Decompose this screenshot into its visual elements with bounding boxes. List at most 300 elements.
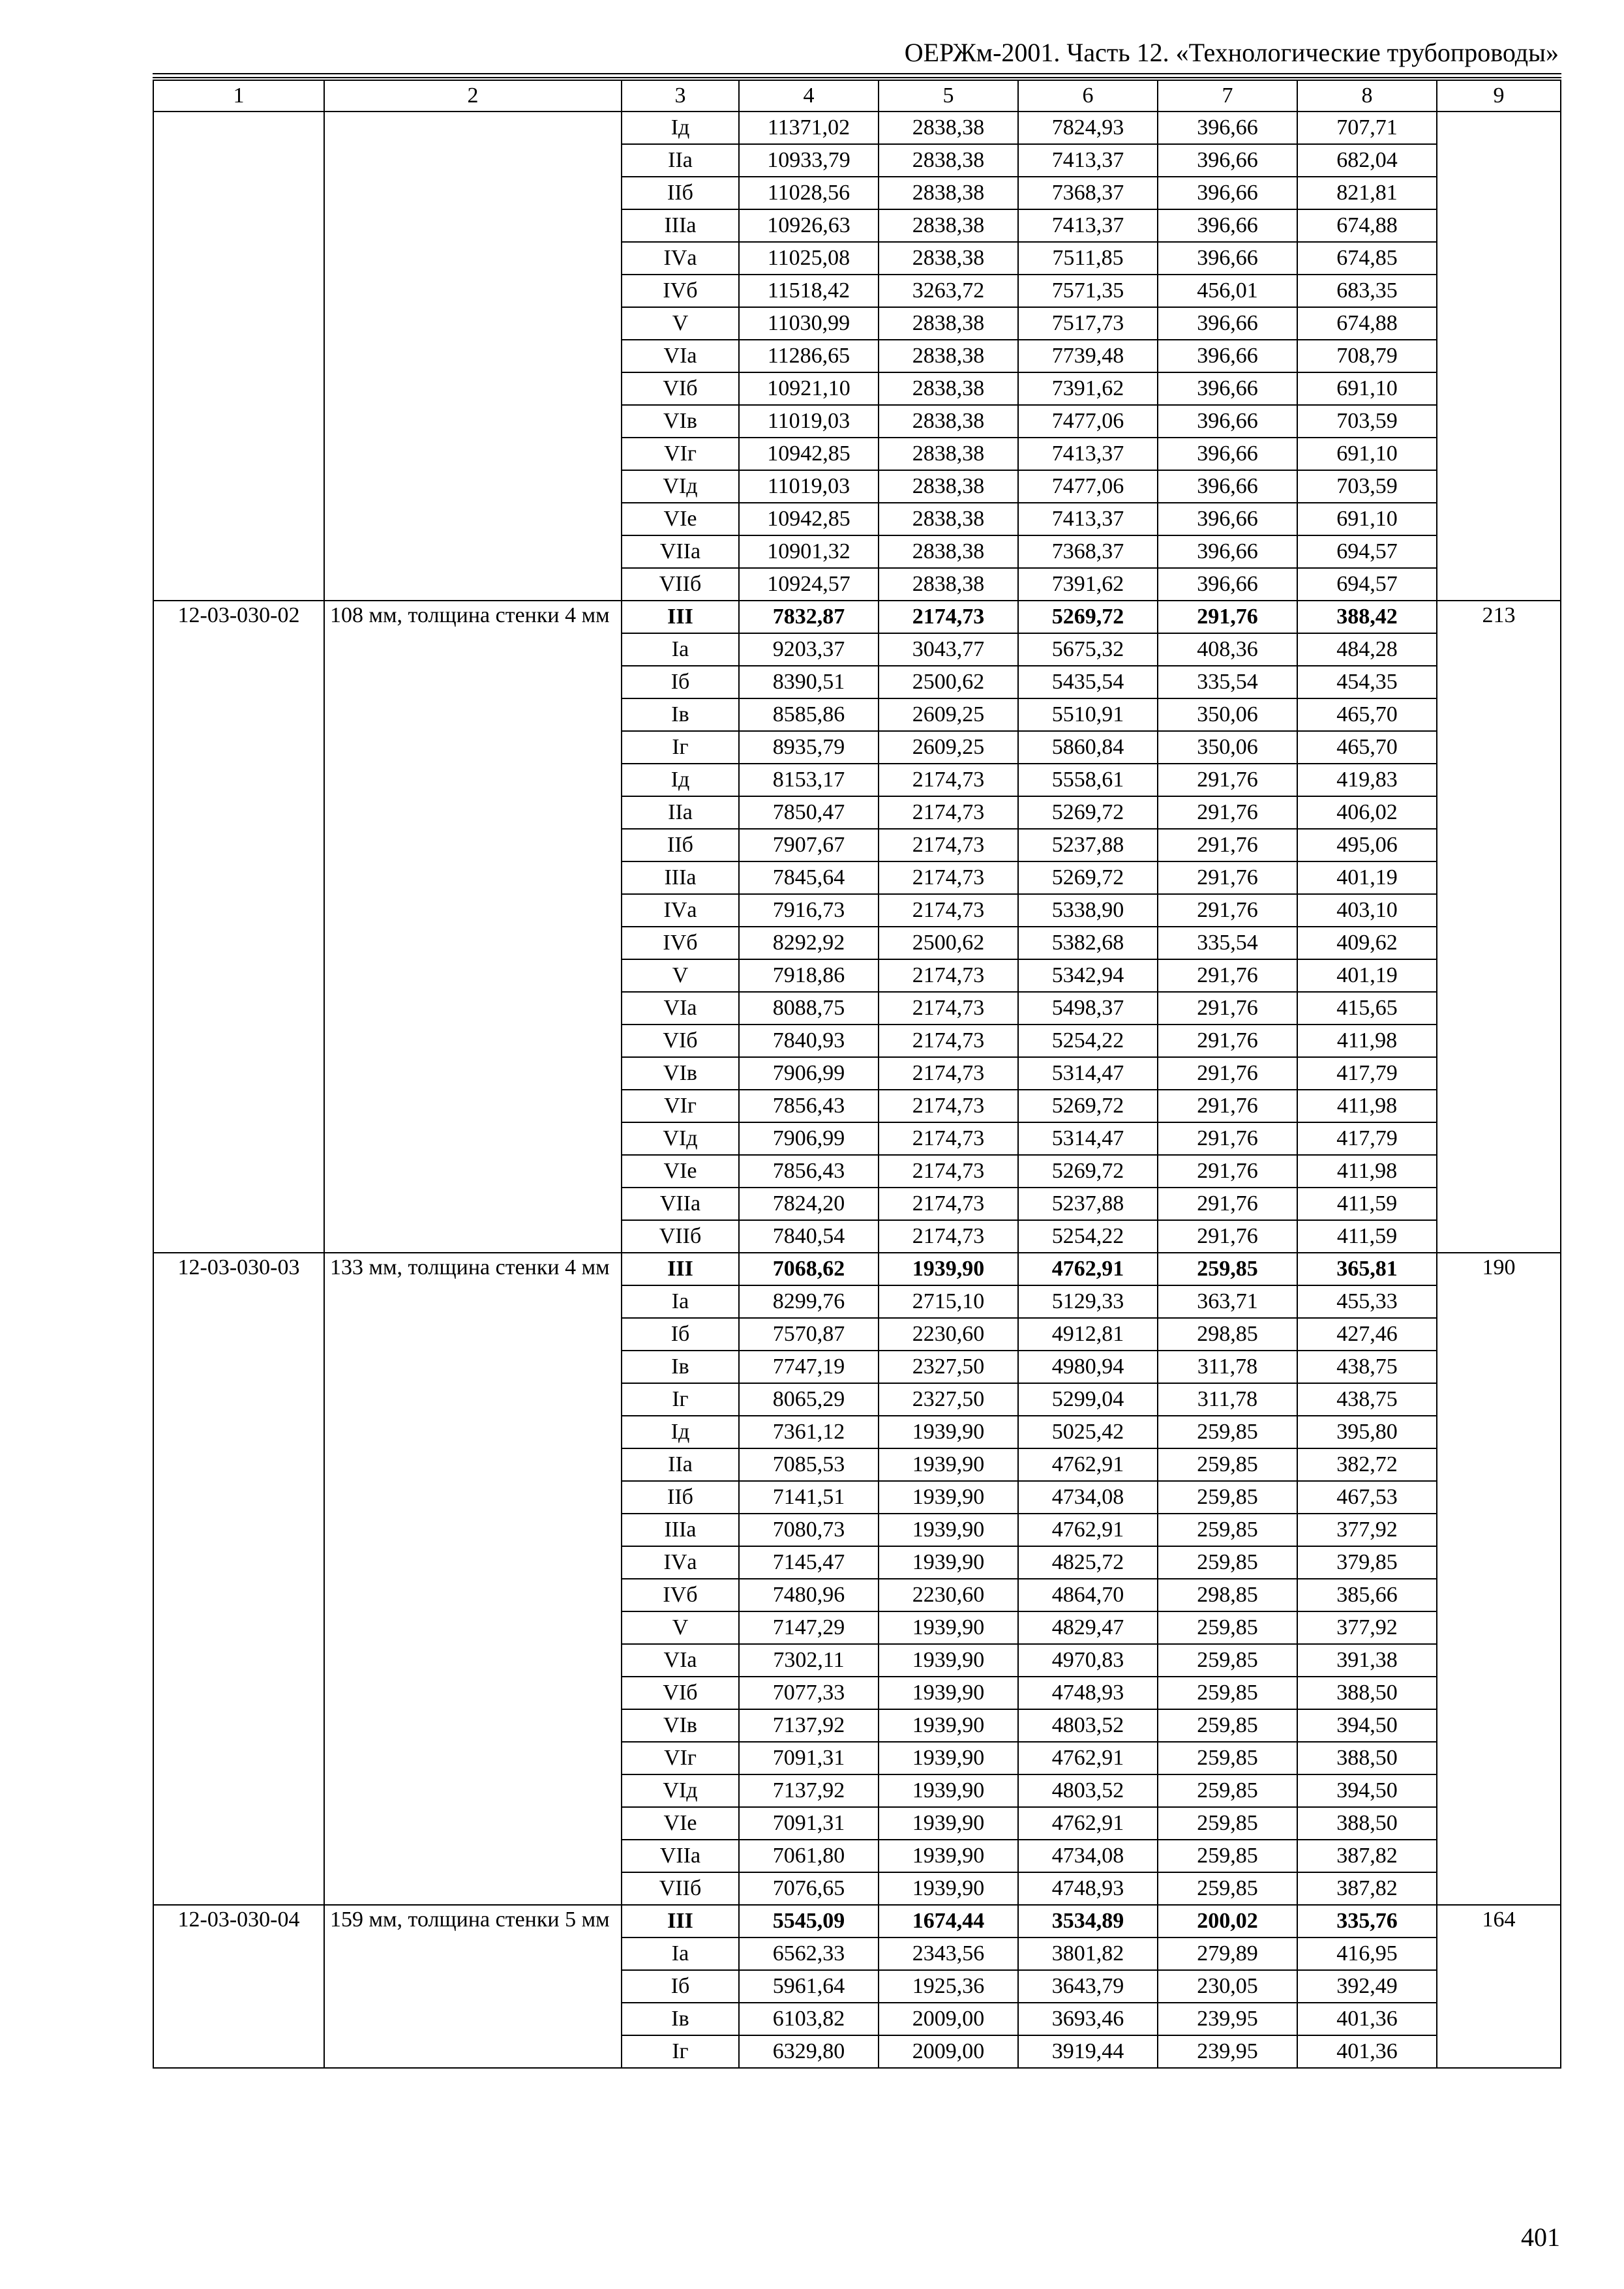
value-cell: 11019,03 [739, 405, 879, 438]
value-cell: 8935,79 [739, 731, 879, 764]
value-cell: 11028,56 [739, 177, 879, 209]
value-cell: 1939,90 [879, 1677, 1018, 1709]
value-cell: 7477,06 [1018, 470, 1158, 503]
value-cell: 2715,10 [879, 1285, 1018, 1318]
value-cell: 465,70 [1297, 731, 1437, 764]
value-cell: 683,35 [1297, 275, 1437, 307]
value-cell: 7413,37 [1018, 438, 1158, 470]
value-cell: 388,50 [1297, 1742, 1437, 1774]
value-cell: 5961,64 [739, 1970, 879, 2003]
value-cell: 11025,08 [739, 242, 879, 275]
value-cell: 385,66 [1297, 1579, 1437, 1611]
value-cell: 396,66 [1158, 340, 1297, 372]
value-cell: 7091,31 [739, 1742, 879, 1774]
value-cell: 406,02 [1297, 796, 1437, 829]
value-cell: 7570,87 [739, 1318, 879, 1351]
value-cell: 438,75 [1297, 1351, 1437, 1383]
value-cell: 3643,79 [1018, 1970, 1158, 2003]
zone-category-cell: IVб [622, 275, 739, 307]
value-cell: 8390,51 [739, 666, 879, 698]
value-cell: 10901,32 [739, 535, 879, 568]
value-cell: 7085,53 [739, 1448, 879, 1481]
column9-cell: 213 [1437, 601, 1561, 1253]
value-cell: 291,76 [1158, 1122, 1297, 1155]
value-cell: 7840,93 [739, 1025, 879, 1057]
value-cell: 401,36 [1297, 2003, 1437, 2035]
value-cell: 259,85 [1158, 1840, 1297, 1872]
rates-table [153, 80, 1561, 2069]
value-cell: 674,88 [1297, 209, 1437, 242]
value-cell: 395,80 [1297, 1416, 1437, 1448]
value-cell: 6103,82 [739, 2003, 879, 2035]
value-cell: 291,76 [1158, 1220, 1297, 1253]
value-cell: 4912,81 [1018, 1318, 1158, 1351]
zone-category-cell: VIд [622, 1774, 739, 1807]
value-cell: 703,59 [1297, 470, 1437, 503]
value-cell: 7840,54 [739, 1220, 879, 1253]
value-cell: 2838,38 [879, 112, 1018, 144]
zone-category-cell: Iд [622, 1416, 739, 1448]
value-cell: 291,76 [1158, 959, 1297, 992]
value-cell: 691,10 [1297, 372, 1437, 405]
value-cell: 396,66 [1158, 438, 1297, 470]
zone-category-cell: VIд [622, 1122, 739, 1155]
value-cell: 3534,89 [1018, 1905, 1158, 1937]
value-cell: 403,10 [1297, 894, 1437, 927]
zone-category-cell: Iв [622, 1351, 739, 1383]
value-cell: 2838,38 [879, 177, 1018, 209]
value-cell: 11019,03 [739, 470, 879, 503]
zone-category-cell: VIа [622, 340, 739, 372]
zone-category-cell: V [622, 307, 739, 340]
value-cell: 417,79 [1297, 1057, 1437, 1090]
value-cell: 7061,80 [739, 1840, 879, 1872]
value-cell: 7141,51 [739, 1481, 879, 1514]
value-cell: 388,42 [1297, 601, 1437, 633]
value-cell: 259,85 [1158, 1807, 1297, 1840]
value-cell: 1939,90 [879, 1546, 1018, 1579]
value-cell: 2230,60 [879, 1579, 1018, 1611]
value-cell: 388,50 [1297, 1677, 1437, 1709]
value-cell: 259,85 [1158, 1253, 1297, 1285]
value-cell: 5237,88 [1018, 1188, 1158, 1220]
value-cell: 6329,80 [739, 2035, 879, 2068]
value-cell: 5025,42 [1018, 1416, 1158, 1448]
value-cell: 5338,90 [1018, 894, 1158, 927]
value-cell: 456,01 [1158, 275, 1297, 307]
value-cell: 382,72 [1297, 1448, 1437, 1481]
value-cell: 4762,91 [1018, 1514, 1158, 1546]
value-cell: 454,35 [1297, 666, 1437, 698]
value-cell: 2009,00 [879, 2035, 1018, 2068]
value-cell: 391,38 [1297, 1644, 1437, 1677]
value-cell: 259,85 [1158, 1416, 1297, 1448]
value-cell: 5269,72 [1018, 1155, 1158, 1188]
value-cell: 4734,08 [1018, 1481, 1158, 1514]
value-cell: 5254,22 [1018, 1220, 1158, 1253]
value-cell: 396,66 [1158, 405, 1297, 438]
value-cell: 7302,11 [739, 1644, 879, 1677]
value-cell: 2838,38 [879, 372, 1018, 405]
value-cell: 377,92 [1297, 1514, 1437, 1546]
page-number: 401 [1521, 2222, 1560, 2252]
value-cell: 7571,35 [1018, 275, 1158, 307]
value-cell: 2174,73 [879, 829, 1018, 861]
value-cell: 2838,38 [879, 470, 1018, 503]
value-cell: 2838,38 [879, 405, 1018, 438]
value-cell: 2838,38 [879, 503, 1018, 535]
value-cell: 7137,92 [739, 1709, 879, 1742]
zone-category-cell: VIб [622, 1025, 739, 1057]
zone-category-cell: IIб [622, 177, 739, 209]
value-cell: 7511,85 [1018, 242, 1158, 275]
zone-category-cell: Iа [622, 1285, 739, 1318]
zone-category-cell: VIв [622, 1709, 739, 1742]
value-cell: 7907,67 [739, 829, 879, 861]
value-cell: 335,76 [1297, 1905, 1437, 1937]
value-cell: 3801,82 [1018, 1937, 1158, 1970]
value-cell: 5675,32 [1018, 633, 1158, 666]
value-cell: 2838,38 [879, 209, 1018, 242]
zone-category-cell: IIб [622, 829, 739, 861]
value-cell: 394,50 [1297, 1709, 1437, 1742]
value-cell: 291,76 [1158, 894, 1297, 927]
zone-category-cell: Iв [622, 698, 739, 731]
value-cell: 4762,91 [1018, 1807, 1158, 1840]
zone-category-cell: Iб [622, 1318, 739, 1351]
value-cell: 1939,90 [879, 1611, 1018, 1644]
value-cell: 674,85 [1297, 242, 1437, 275]
value-cell: 5269,72 [1018, 601, 1158, 633]
value-cell: 2838,38 [879, 438, 1018, 470]
column-number: 2 [324, 80, 622, 112]
value-cell: 4762,91 [1018, 1448, 1158, 1481]
value-cell: 465,70 [1297, 698, 1437, 731]
value-cell: 259,85 [1158, 1872, 1297, 1905]
value-cell: 682,04 [1297, 144, 1437, 177]
value-cell: 291,76 [1158, 1090, 1297, 1122]
zone-category-cell: IIа [622, 1448, 739, 1481]
value-cell: 396,66 [1158, 503, 1297, 535]
value-cell: 7368,37 [1018, 177, 1158, 209]
value-cell: 291,76 [1158, 1025, 1297, 1057]
value-cell: 7147,29 [739, 1611, 879, 1644]
value-cell: 259,85 [1158, 1774, 1297, 1807]
column-number: 7 [1158, 80, 1297, 112]
zone-category-cell: VIб [622, 372, 739, 405]
value-cell: 259,85 [1158, 1481, 1297, 1514]
column-number: 8 [1297, 80, 1437, 112]
column-number: 9 [1437, 80, 1561, 112]
value-cell: 311,78 [1158, 1383, 1297, 1416]
value-cell: 5314,47 [1018, 1057, 1158, 1090]
zone-category-cell: IIIа [622, 1514, 739, 1546]
zone-category-cell: IIIа [622, 861, 739, 894]
zone-category-cell: Iб [622, 1970, 739, 2003]
value-cell: 411,98 [1297, 1090, 1437, 1122]
value-cell: 5254,22 [1018, 1025, 1158, 1057]
value-cell: 394,50 [1297, 1774, 1437, 1807]
value-cell: 7856,43 [739, 1090, 879, 1122]
value-cell: 8153,17 [739, 764, 879, 796]
value-cell: 2174,73 [879, 1188, 1018, 1220]
value-cell: 7391,62 [1018, 568, 1158, 601]
value-cell: 291,76 [1158, 764, 1297, 796]
zone-category-cell: IVа [622, 242, 739, 275]
value-cell: 7368,37 [1018, 535, 1158, 568]
rate-code-cell: 12-03-030-02 [153, 601, 324, 1253]
value-cell: 408,36 [1158, 633, 1297, 666]
value-cell: 1939,90 [879, 1872, 1018, 1905]
zone-category-cell: Iг [622, 2035, 739, 2068]
zone-category-cell: VIг [622, 438, 739, 470]
value-cell: 2174,73 [879, 1090, 1018, 1122]
zone-category-cell: VIIа [622, 1840, 739, 1872]
value-cell: 7906,99 [739, 1122, 879, 1155]
value-cell: 2174,73 [879, 959, 1018, 992]
value-cell: 291,76 [1158, 601, 1297, 633]
zone-category-cell: IIа [622, 144, 739, 177]
value-cell: 2838,38 [879, 568, 1018, 601]
value-cell: 674,88 [1297, 307, 1437, 340]
value-cell: 401,19 [1297, 959, 1437, 992]
value-cell: 259,85 [1158, 1448, 1297, 1481]
value-cell: 2174,73 [879, 1155, 1018, 1188]
value-cell: 7480,96 [739, 1579, 879, 1611]
value-cell: 259,85 [1158, 1611, 1297, 1644]
value-cell: 401,19 [1297, 861, 1437, 894]
value-cell: 5382,68 [1018, 927, 1158, 959]
value-cell: 8292,92 [739, 927, 879, 959]
value-cell: 10921,10 [739, 372, 879, 405]
value-cell: 1939,90 [879, 1644, 1018, 1677]
zone-category-cell: III [622, 601, 739, 633]
zone-category-cell: Iг [622, 1383, 739, 1416]
value-cell: 379,85 [1297, 1546, 1437, 1579]
zone-category-cell: VIIб [622, 1872, 739, 1905]
value-cell: 5237,88 [1018, 829, 1158, 861]
value-cell: 5314,47 [1018, 1122, 1158, 1155]
zone-category-cell: VIIб [622, 1220, 739, 1253]
value-cell: 1939,90 [879, 1840, 1018, 1872]
value-cell: 2174,73 [879, 796, 1018, 829]
value-cell: 259,85 [1158, 1677, 1297, 1709]
value-cell: 388,50 [1297, 1807, 1437, 1840]
value-cell: 1939,90 [879, 1514, 1018, 1546]
value-cell: 7137,92 [739, 1774, 879, 1807]
value-cell: 5435,54 [1018, 666, 1158, 698]
value-cell: 3263,72 [879, 275, 1018, 307]
value-cell: 5545,09 [739, 1905, 879, 1937]
zone-category-cell: III [622, 1253, 739, 1285]
value-cell: 7413,37 [1018, 144, 1158, 177]
value-cell: 694,57 [1297, 535, 1437, 568]
zone-category-cell: VIIа [622, 1188, 739, 1220]
value-cell: 5299,04 [1018, 1383, 1158, 1416]
value-cell: 387,82 [1297, 1840, 1437, 1872]
value-cell: 8299,76 [739, 1285, 879, 1318]
value-cell: 5129,33 [1018, 1285, 1158, 1318]
value-cell: 3043,77 [879, 633, 1018, 666]
value-cell: 7080,73 [739, 1514, 879, 1546]
zone-category-cell: VIв [622, 1057, 739, 1090]
value-cell: 1925,36 [879, 1970, 1018, 2003]
value-cell: 1939,90 [879, 1481, 1018, 1514]
value-cell: 401,36 [1297, 2035, 1437, 2068]
value-cell: 11286,65 [739, 340, 879, 372]
zone-category-cell: VIг [622, 1742, 739, 1774]
value-cell: 291,76 [1158, 796, 1297, 829]
value-cell: 2838,38 [879, 307, 1018, 340]
column9-cell [1437, 112, 1561, 601]
value-cell: 2327,50 [879, 1383, 1018, 1416]
value-cell: 7832,87 [739, 601, 879, 633]
value-cell: 396,66 [1158, 242, 1297, 275]
value-cell: 2609,25 [879, 698, 1018, 731]
zone-category-cell: VIIа [622, 535, 739, 568]
value-cell: 427,46 [1297, 1318, 1437, 1351]
value-cell: 5510,91 [1018, 698, 1158, 731]
page-header-title: ОЕРЖм-2001. Часть 12. «Технологические трубопроводы» [904, 38, 1559, 67]
value-cell: 7091,31 [739, 1807, 879, 1840]
column-number: 1 [153, 80, 324, 112]
zone-category-cell: VIIб [622, 568, 739, 601]
value-cell: 2500,62 [879, 927, 1018, 959]
value-cell: 6562,33 [739, 1937, 879, 1970]
value-cell: 4748,93 [1018, 1677, 1158, 1709]
value-cell: 8585,86 [739, 698, 879, 731]
value-cell: 396,66 [1158, 307, 1297, 340]
value-cell: 4803,52 [1018, 1709, 1158, 1742]
rate-code-cell [153, 112, 324, 601]
value-cell: 7361,12 [739, 1416, 879, 1448]
value-cell: 1939,90 [879, 1253, 1018, 1285]
value-cell: 2230,60 [879, 1318, 1018, 1351]
value-cell: 691,10 [1297, 503, 1437, 535]
value-cell: 7076,65 [739, 1872, 879, 1905]
value-cell: 4864,70 [1018, 1579, 1158, 1611]
value-cell: 387,82 [1297, 1872, 1437, 1905]
zone-category-cell: Iд [622, 764, 739, 796]
value-cell: 2838,38 [879, 144, 1018, 177]
value-cell: 4825,72 [1018, 1546, 1158, 1579]
value-cell: 396,66 [1158, 209, 1297, 242]
value-cell: 2174,73 [879, 1220, 1018, 1253]
value-cell: 495,06 [1297, 829, 1437, 861]
value-cell: 438,75 [1297, 1383, 1437, 1416]
value-cell: 7413,37 [1018, 209, 1158, 242]
value-cell: 5269,72 [1018, 796, 1158, 829]
value-cell: 7747,19 [739, 1351, 879, 1383]
value-cell: 4970,83 [1018, 1644, 1158, 1677]
value-cell: 5269,72 [1018, 861, 1158, 894]
value-cell: 411,59 [1297, 1220, 1437, 1253]
zone-category-cell: Iв [622, 2003, 739, 2035]
zone-category-cell: Iа [622, 633, 739, 666]
column-number-row [153, 80, 1561, 112]
value-cell: 821,81 [1297, 177, 1437, 209]
value-cell: 694,57 [1297, 568, 1437, 601]
value-cell: 11030,99 [739, 307, 879, 340]
zone-category-cell: IVа [622, 894, 739, 927]
value-cell: 7824,20 [739, 1188, 879, 1220]
value-cell: 1939,90 [879, 1709, 1018, 1742]
value-cell: 4748,93 [1018, 1872, 1158, 1905]
zone-category-cell: IVб [622, 1579, 739, 1611]
value-cell: 2174,73 [879, 992, 1018, 1025]
value-cell: 8088,75 [739, 992, 879, 1025]
value-cell: 291,76 [1158, 1155, 1297, 1188]
value-cell: 298,85 [1158, 1579, 1297, 1611]
value-cell: 396,66 [1158, 372, 1297, 405]
value-cell: 409,62 [1297, 927, 1437, 959]
rate-description-cell: 159 мм, толщина стенки 5 мм [324, 1905, 622, 2068]
value-cell: 2838,38 [879, 242, 1018, 275]
value-cell: 691,10 [1297, 438, 1437, 470]
value-cell: 2327,50 [879, 1351, 1018, 1383]
value-cell: 7916,73 [739, 894, 879, 927]
value-cell: 350,06 [1158, 698, 1297, 731]
value-cell: 2838,38 [879, 535, 1018, 568]
column-number: 3 [622, 80, 739, 112]
column-number: 5 [879, 80, 1018, 112]
rate-description-cell: 108 мм, толщина стенки 4 мм [324, 601, 622, 1253]
value-cell: 335,54 [1158, 927, 1297, 959]
zone-category-cell: VIе [622, 1155, 739, 1188]
value-cell: 4803,52 [1018, 1774, 1158, 1807]
zone-category-cell: IVб [622, 927, 739, 959]
value-cell: 455,33 [1297, 1285, 1437, 1318]
value-cell: 298,85 [1158, 1318, 1297, 1351]
value-cell: 4829,47 [1018, 1611, 1158, 1644]
value-cell: 291,76 [1158, 992, 1297, 1025]
value-cell: 259,85 [1158, 1514, 1297, 1546]
value-cell: 2174,73 [879, 764, 1018, 796]
column9-cell: 164 [1437, 1905, 1561, 2068]
value-cell: 10942,85 [739, 438, 879, 470]
zone-category-cell: VIг [622, 1090, 739, 1122]
table-row [153, 601, 1561, 633]
value-cell: 484,28 [1297, 633, 1437, 666]
value-cell: 411,98 [1297, 1155, 1437, 1188]
value-cell: 311,78 [1158, 1351, 1297, 1383]
value-cell: 8065,29 [739, 1383, 879, 1416]
value-cell: 3919,44 [1018, 2035, 1158, 2068]
value-cell: 7413,37 [1018, 503, 1158, 535]
value-cell: 2174,73 [879, 894, 1018, 927]
value-cell: 10924,57 [739, 568, 879, 601]
rate-description-cell: 133 мм, толщина стенки 4 мм [324, 1253, 622, 1905]
zone-category-cell: V [622, 1611, 739, 1644]
value-cell: 230,05 [1158, 1970, 1297, 2003]
value-cell: 11518,42 [739, 275, 879, 307]
value-cell: 417,79 [1297, 1122, 1437, 1155]
zone-category-cell: VIа [622, 1644, 739, 1677]
value-cell: 10942,85 [739, 503, 879, 535]
zone-category-cell: Iд [622, 112, 739, 144]
value-cell: 416,95 [1297, 1937, 1437, 1970]
value-cell: 7856,43 [739, 1155, 879, 1188]
table-row [153, 1253, 1561, 1285]
value-cell: 7824,93 [1018, 112, 1158, 144]
value-cell: 396,66 [1158, 112, 1297, 144]
value-cell: 10926,63 [739, 209, 879, 242]
value-cell: 11371,02 [739, 112, 879, 144]
value-cell: 396,66 [1158, 568, 1297, 601]
zone-category-cell: III [622, 1905, 739, 1937]
zone-category-cell: VIе [622, 503, 739, 535]
value-cell: 1939,90 [879, 1807, 1018, 1840]
